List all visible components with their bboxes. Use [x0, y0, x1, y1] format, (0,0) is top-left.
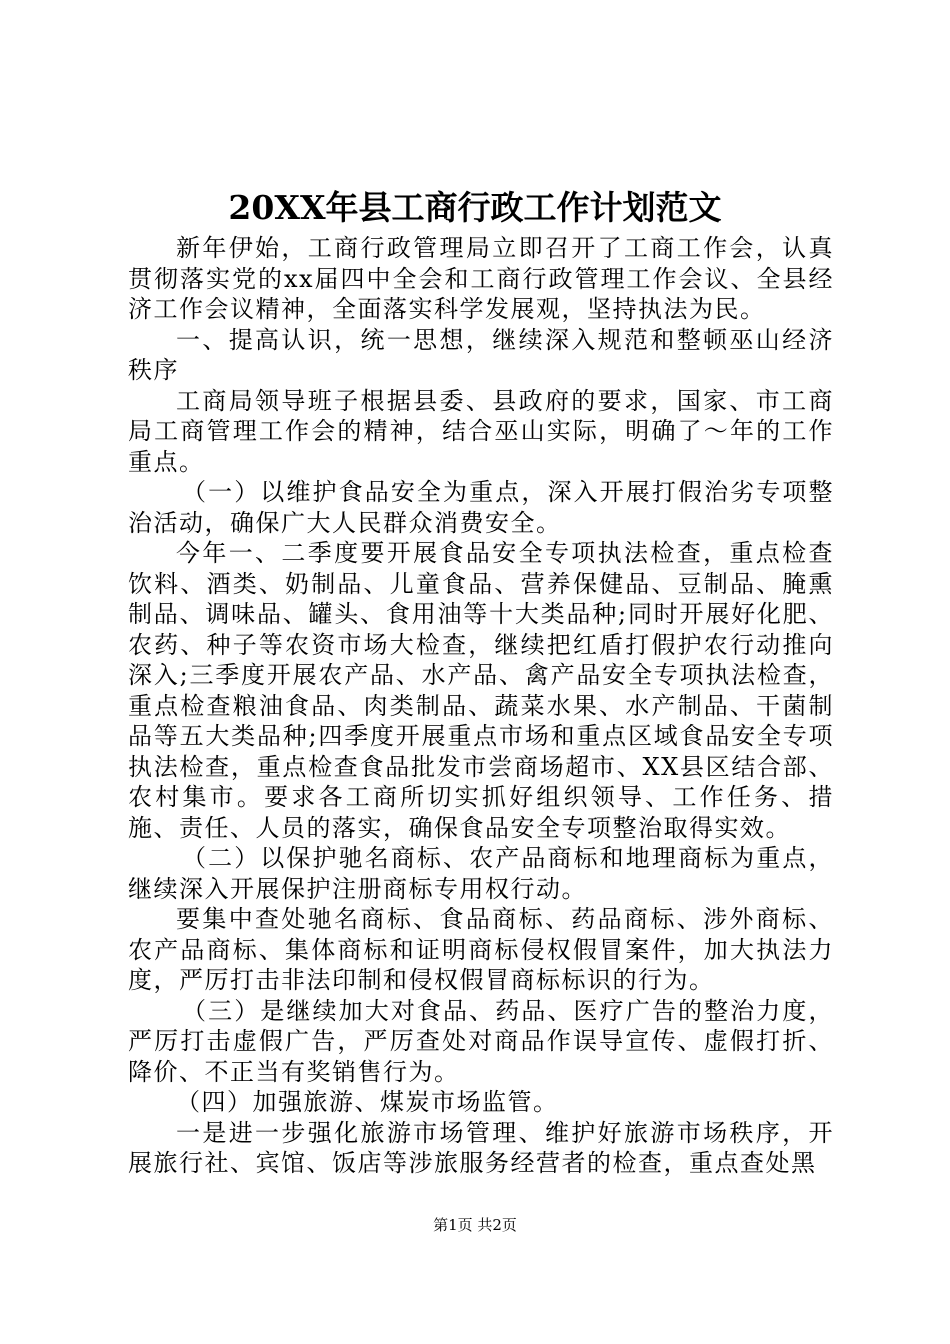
subsection-heading-4: （四）加强旅游、煤炭市场监管。	[176, 1088, 559, 1116]
subsection-heading-1: （一）以维护食品安全为重点，深入开展打假治劣专项整治活动，确保广大人民群众消费安全。	[128, 478, 834, 537]
paragraph-intro: 新年伊始，工商行政管理局立即召开了工商工作会，认真贯彻落实党的xx届四中全会和工商行政管理工作会议、全县经济工作会议精神，全面落实科学发展观，坚持执法为民。	[128, 234, 834, 323]
paragraph-food-safety: 今年一、二季度要开展食品安全专项执法检查，重点检查饮料、酒类、奶制品、儿童食品、营养保健品、豆制品、腌熏制品、调味品、罐头、食用油等十大类品种;同时开展好化肥、农药、种子等农资市场大检查，继续把红盾打假护农行动推向深入;三季度开展农产品、水产品、禽产品安全专项执法检查，重点检查粮油食品、肉类制品、蔬菜水果、水产制品、干菌制品等五大类品种;四季度开展重点市场和重点区域食品安全专项执法检查，重点检查食品批发市尝商场超市、XX县区结合部、农村集市。要求各工商所切实抓好组织领导、工作任务、措施、责任、人员的落实，确保食品安全专项整治取得实效。	[128, 539, 834, 842]
page-footer: 第1页 共2页	[433, 1216, 517, 1234]
subsection-heading-3: （三）是继续加大对食品、药品、医疗广告的整治力度，严厉打击虚假广告，严厉查处对商品作误导宣传、虚假打折、降价、不正当有奖销售行为。	[128, 996, 834, 1086]
paragraph-trademark: 要集中查处驰名商标、食品商标、药品商标、涉外商标、农产品商标、集体商标和证明商标侵权假冒案件，加大执法力度，严厉打击非法印制和侵权假冒商标标识的行为。	[128, 905, 834, 994]
document-body	[128, 233, 834, 1179]
paragraph-work-focus: 工商局领导班子根据县委、县政府的要求，国家、市工商局工商管理工作会的精神，结合巫山实际，明确了～年的工作重点。	[128, 386, 834, 476]
document-title: 20XX年县工商行政工作计划范文	[228, 188, 722, 227]
subsection-heading-2: （二）以保护驰名商标、农产品商标和地理商标为重点，继续深入开展保护注册商标专用权行动。	[128, 844, 834, 903]
section-heading-1: 一、提高认识，统一思想，继续深入规范和整顿巫山经济秩序	[128, 325, 834, 384]
paragraph-tourism: 一是进一步强化旅游市场管理、维护好旅游市场秩序，开展旅行社、宾馆、饭店等涉旅服务经营者的检查，重点查处黑	[128, 1118, 834, 1177]
